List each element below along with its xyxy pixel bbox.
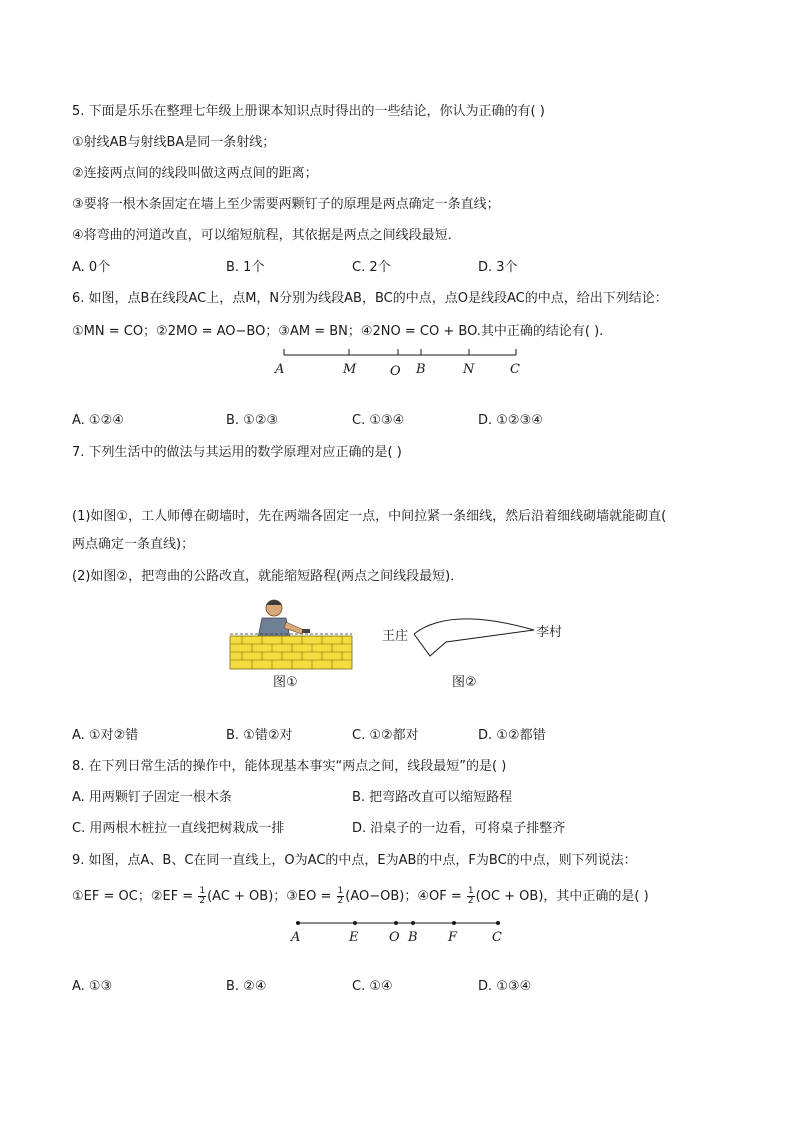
q9-label-o: O	[389, 930, 400, 945]
q7-part-1-line-1: (1)如图①，工人师傅在砌墙时，先在两端各固定一点，中间拉紧一条细线，然后沿着细线砌墙就能砌直(	[72, 509, 667, 524]
q9-fraction-4	[467, 887, 475, 906]
q7-figure-2-left-label: 王庄	[382, 629, 409, 644]
q7-option-a[interactable]: A. ①对②错	[72, 728, 139, 743]
q6-stem: 6. 如图，点B在线段AC上，点M，N分别为线段AB，BC的中点，点O是线段AC的中点，给出下列结论：	[72, 291, 668, 306]
q9-option-a[interactable]: A. ①③	[72, 979, 113, 994]
q7-figure-2	[380, 612, 580, 692]
q9-label-f: F	[448, 930, 458, 945]
q6-option-d[interactable]: D. ①②③④	[478, 413, 543, 428]
q7-option-b[interactable]: B. ①错②对	[226, 728, 293, 743]
q9-label-c: C	[492, 930, 502, 945]
q9-stem: 9. 如图，点A、B、C在同一直线上，O为AC的中点，E为AB的中点，F为BC的中点，则下列说法：	[72, 853, 637, 868]
q9-conclusions	[72, 887, 649, 907]
q6-label-m: M	[343, 362, 357, 377]
q7-option-d[interactable]: D. ①②都错	[478, 728, 546, 743]
q6-label-b: B	[416, 362, 426, 377]
q9-fraction-3-den: 2	[337, 896, 344, 906]
q9-conclusion-1: ①EF = OC；	[72, 889, 151, 904]
q5-option-b[interactable]: B. 1个	[226, 260, 265, 275]
q5-statement-3: ③要将一根木条固定在墙上至少需要两颗钉子的原理是两点确定一条直线；	[72, 197, 500, 212]
q8-option-a[interactable]: A. 用两颗钉子固定一根木条	[72, 790, 232, 805]
q9-option-b[interactable]: B. ②④	[226, 979, 267, 994]
q7-figure-1-caption: 图①	[273, 675, 298, 690]
q9-fraction-2-den: 2	[199, 896, 206, 906]
q9-conclusion-2-post: (AC + OB)；	[207, 889, 287, 904]
q9-fraction-3-num: 1	[337, 886, 344, 896]
q8-option-d[interactable]: D. 沿桌子的一边看，可将桌子排整齐	[352, 821, 566, 836]
q9-conclusion-4-post: (OC + OB)，其中正确的是( )	[475, 889, 649, 904]
q8-stem: 8. 在下列日常生活的操作中，能体现基本事实“两点之间，线段最短”的是( )	[72, 759, 507, 774]
q9-fraction-2	[198, 887, 206, 906]
q5-statement-4: ④将弯曲的河道改直，可以缩短航程，其依据是两点之间线段最短．	[72, 228, 461, 243]
q9-conclusion-3-pre: ③EO =	[286, 889, 336, 904]
q9-fraction-4-num: 1	[467, 886, 474, 896]
q7-figure-1	[228, 596, 356, 692]
q5-option-a[interactable]: A. 0个	[72, 260, 111, 275]
q9-conclusion-3-post: (AO−OB)；	[345, 889, 418, 904]
q6-label-a: A	[275, 362, 285, 377]
q6-label-c: C	[510, 362, 520, 377]
q9-fraction-4-den: 2	[467, 896, 474, 906]
q5-statement-2: ②连接两点间的线段叫做这两点间的距离；	[72, 166, 318, 181]
q8-option-b[interactable]: B. 把弯路改直可以缩短路程	[352, 790, 513, 805]
q6-option-a[interactable]: A. ①②④	[72, 413, 124, 428]
q5-statement-1: ①射线AB与射线BA是同一条射线；	[72, 135, 276, 150]
q6-option-c[interactable]: C. ①③④	[352, 413, 405, 428]
q8-option-c[interactable]: C. 用两根木桩拉一直线把树栽成一排	[72, 821, 285, 836]
q7-part-2: (2)如图②，把弯曲的公路改直，就能缩短路程(两点之间线段最短)．	[72, 569, 464, 584]
q5-stem: 5. 下面是乐乐在整理七年级上册课本知识点时得出的一些结论，你认为正确的有( )	[72, 104, 545, 119]
q6-segment-diagram	[270, 343, 530, 383]
q7-option-c[interactable]: C. ①②都对	[352, 728, 419, 743]
worker-illustration	[258, 600, 310, 638]
q6-label-n: N	[463, 362, 475, 377]
q9-option-d[interactable]: D. ①③④	[478, 979, 532, 994]
q5-option-c[interactable]: C. 2个	[352, 260, 391, 275]
q7-stem: 7. 下列生活中的做法与其运用的数学原理对应正确的是( )	[72, 445, 402, 460]
q7-figure-2-right-label: 李村	[536, 625, 563, 640]
q9-option-c[interactable]: C. ①④	[352, 979, 393, 994]
q6-conclusions: ①MN = CO；②2MO = AO−BO；③AM = BN；④2NO = CO + BO.其中正确的结论有( ).	[72, 324, 604, 339]
q6-label-o: O	[390, 364, 401, 379]
q9-label-e: E	[349, 930, 359, 945]
q9-conclusion-4-pre: ④OF =	[417, 889, 466, 904]
q9-label-b: B	[408, 930, 418, 945]
q9-segment-diagram	[286, 914, 510, 946]
q7-figure-2-caption: 图②	[452, 675, 477, 690]
q9-fraction-2-num: 1	[199, 886, 206, 896]
q9-fraction-3	[337, 887, 345, 906]
q9-conclusion-2-pre: ②EF =	[150, 889, 198, 904]
q6-option-b[interactable]: B. ①②③	[226, 413, 279, 428]
q5-option-d[interactable]: D. 3个	[478, 260, 518, 275]
q7-part-1-line-2: 两点确定一条直线)；	[72, 537, 195, 552]
q9-label-a: A	[291, 930, 301, 945]
